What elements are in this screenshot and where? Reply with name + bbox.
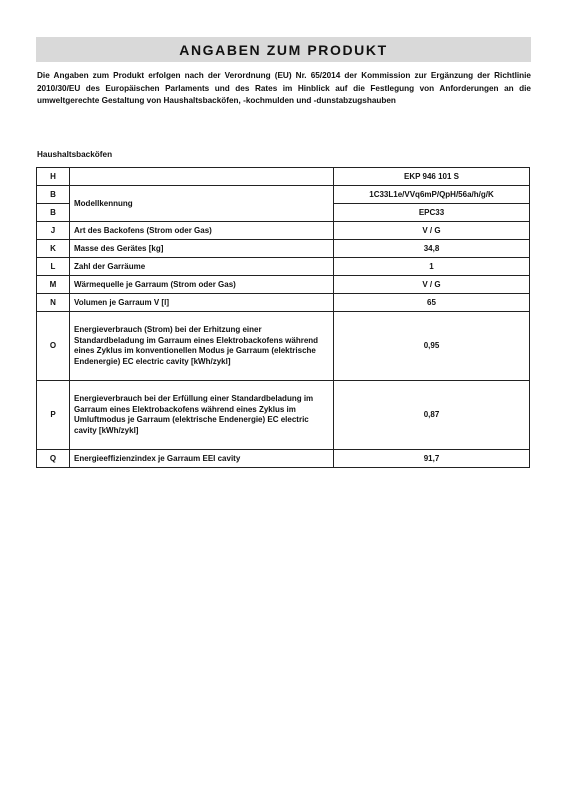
- row-code: L: [37, 258, 70, 276]
- row-description: Art des Backofens (Strom oder Gas): [70, 222, 334, 240]
- row-value: 65: [334, 294, 530, 312]
- row-code: H: [37, 168, 70, 186]
- row-value: EKP 946 101 S: [334, 168, 530, 186]
- row-value: 0,87: [334, 381, 530, 450]
- row-value: 34,8: [334, 240, 530, 258]
- table-row: [37, 240, 530, 258]
- table-row: [37, 168, 530, 186]
- row-value: V / G: [334, 276, 530, 294]
- row-code: O: [37, 312, 70, 381]
- row-code: K: [37, 240, 70, 258]
- table-row: [37, 222, 530, 240]
- row-description: Zahl der Garräume: [70, 258, 334, 276]
- row-code: J: [37, 222, 70, 240]
- row-code: P: [37, 381, 70, 450]
- row-description: Modellkennung: [70, 186, 334, 222]
- row-code: B: [37, 204, 70, 222]
- product-data-table: [36, 167, 530, 468]
- row-value: V / G: [334, 222, 530, 240]
- table-row: [37, 312, 530, 381]
- row-value: 0,95: [334, 312, 530, 381]
- row-description: Masse des Gerätes [kg]: [70, 240, 334, 258]
- table-row: [37, 258, 530, 276]
- row-code: N: [37, 294, 70, 312]
- title-bar: [36, 37, 531, 62]
- row-code: Q: [37, 450, 70, 468]
- row-value: 91,7: [334, 450, 530, 468]
- row-description: Energieeffizienzindex je Garraum EEI cavity: [70, 450, 334, 468]
- table-row: [37, 276, 530, 294]
- row-description: [70, 168, 334, 186]
- table-row: [37, 186, 530, 204]
- row-code: B: [37, 186, 70, 204]
- row-value: EPC33: [334, 204, 530, 222]
- row-code: M: [37, 276, 70, 294]
- table-row: [37, 450, 530, 468]
- section-label: Haushaltsbacköfen: [37, 150, 113, 159]
- row-description: Energieverbrauch bei der Erfüllung einer Standardbeladung im Garraum eines Elektrobackofens während eines Zyklus im Umluftmodus je Garraum (elektrische Endenergie) EC electric cavity [kWh/zykl]: [70, 381, 334, 450]
- row-value: 1: [334, 258, 530, 276]
- table-row: [37, 381, 530, 450]
- table-row: [37, 294, 530, 312]
- intro-paragraph: Die Angaben zum Produkt erfolgen nach der Verordnung (EU) Nr. 65/2014 der Kommission zur Ergänzung der Richtlinie 2010/30/EU des Europäischen Parlaments und des Rates im Hinblick auf die Festlegung von Anforderungen an die umweltgerechte Gestaltung von Haushaltsbacköfen, -kochmulden und -dunstabzugshauben: [37, 71, 531, 105]
- row-description: Wärmequelle je Garraum (Strom oder Gas): [70, 276, 334, 294]
- row-description: Energieverbrauch (Strom) bei der Erhitzung einer Standardbeladung im Garraum eines Elektrobackofens während eines Zyklus im konventionellen Modus je Garraum (elektrische Endenergie) EC electric cavity [kWh/zykl]: [70, 312, 334, 381]
- row-value: 1C33L1e/VVq6mP/QpH/56a/h/g/K: [334, 186, 530, 204]
- row-description: Volumen je Garraum V [l]: [70, 294, 334, 312]
- page-title: ANGABEN ZUM PRODUKT: [179, 41, 388, 58]
